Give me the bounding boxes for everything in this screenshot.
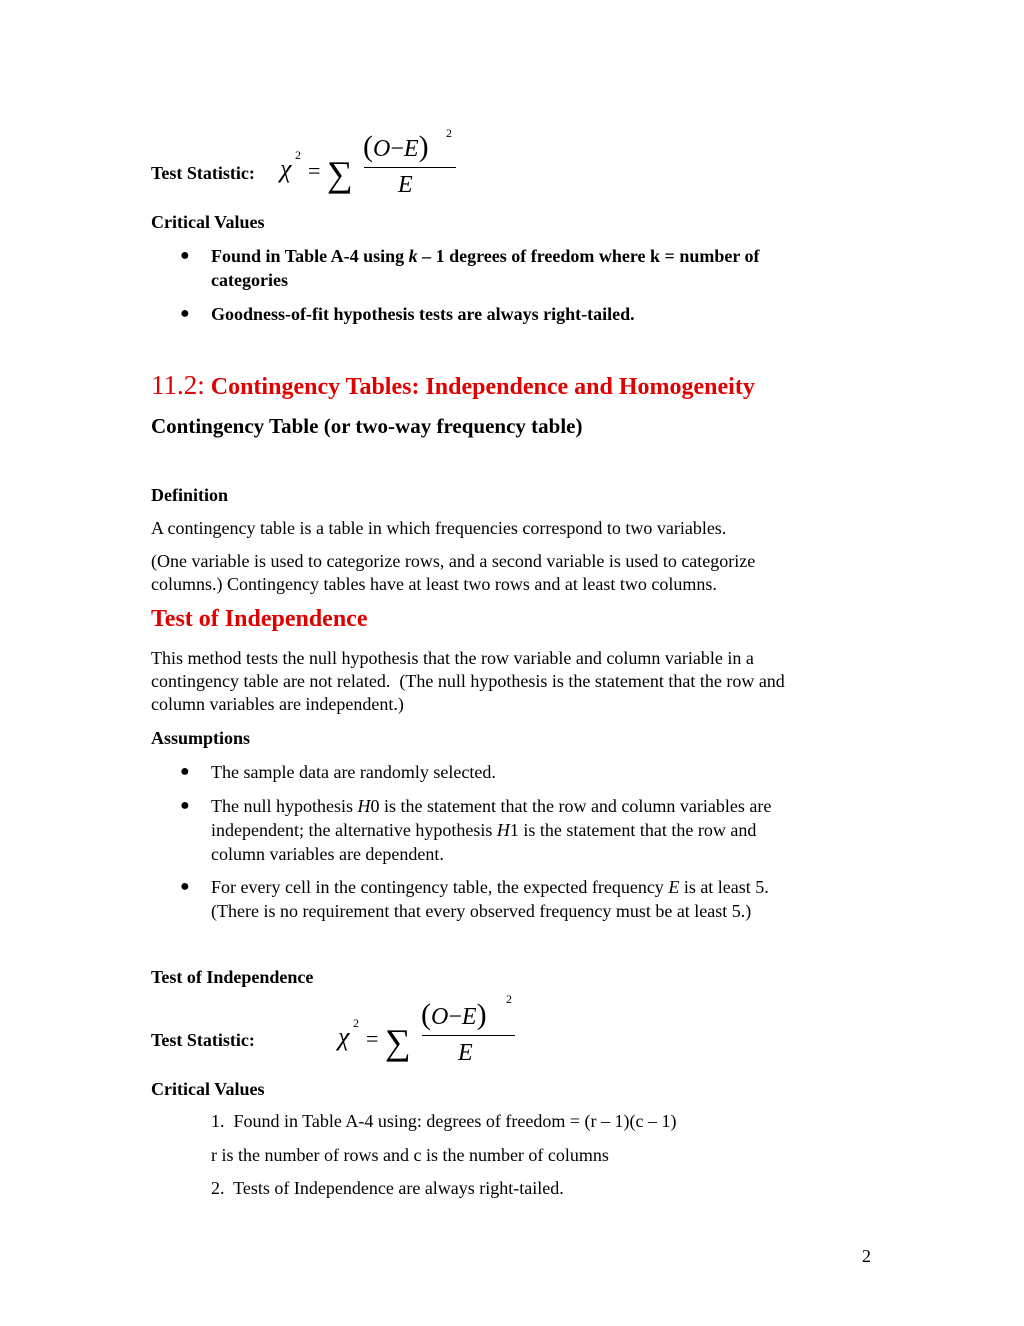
sum-symbol: ∑ [385, 1022, 411, 1062]
bullet-text: Found in Table A-4 using [211, 246, 409, 266]
formula-denominator: E [458, 1040, 473, 1066]
chi-symbol: χ [280, 154, 292, 183]
gof-bullet-1-line-1 [211, 245, 760, 268]
h-variable: H [496, 820, 510, 840]
definition-line-3: columns.) Contingency tables have at least two rows and at least two columns. [151, 574, 717, 594]
numerator-minus: − [448, 1004, 462, 1030]
bullet-marker: ● [180, 878, 190, 895]
numerator-o: O [373, 136, 391, 162]
gof-chi-square-formula [280, 126, 470, 206]
fraction-bar [364, 167, 456, 168]
k-variable: k [408, 246, 418, 266]
formula-denominator: E [398, 172, 413, 198]
numerator-e: E [461, 1004, 477, 1030]
section-title: Contingency Tables: Independence and Homogeneity [204, 374, 755, 400]
e-variable: E [668, 877, 680, 897]
sum-symbol: ∑ [327, 154, 353, 194]
gof-critical-values-heading: Critical Values [151, 212, 265, 232]
independence-chi-square-formula [338, 992, 528, 1072]
gof-bullet-1-line-2: categories [211, 270, 288, 290]
equals-sign: = [366, 1026, 379, 1051]
assumption-2-line-1 [211, 795, 771, 818]
numerator-power: 2 [446, 126, 452, 140]
numerator-e: E [403, 136, 419, 162]
section-number: 11.2: [151, 370, 205, 400]
assumption-text: is at least 5. [679, 877, 769, 897]
independence-critical-values-heading: Critical Values [151, 1079, 265, 1099]
numerator-minus: − [390, 136, 404, 162]
formula-numerator: (O−E) [421, 998, 487, 1031]
independence-subheading: Test of Independence [151, 967, 314, 987]
h-variable: H [357, 796, 371, 816]
equals-sign: = [308, 158, 321, 183]
bullet-marker: ● [180, 797, 190, 814]
bullet-marker: ● [180, 305, 190, 322]
chi-power: 2 [295, 148, 301, 162]
assumption-2-line-2 [211, 819, 756, 842]
assumption-3-line-1 [211, 876, 769, 899]
chi-power: 2 [353, 1016, 359, 1030]
definition-heading: Definition [151, 485, 229, 505]
fraction-bar [422, 1035, 515, 1036]
chi-symbol: χ [338, 1022, 350, 1051]
definition-line-2: (One variable is used to categorize rows, and a second variable is used to categorize [151, 551, 756, 571]
critical-value-2: 2. Tests of Independence are always right-tailed. [211, 1178, 564, 1198]
independence-para-line-3: column variables are independent.) [151, 694, 404, 714]
assumption-text: independent; the alternative hypothesis [211, 820, 497, 840]
numerator-power: 2 [506, 992, 512, 1006]
numerator-o: O [431, 1004, 449, 1030]
section-heading [151, 370, 755, 401]
definition-line-1: A contingency table is a table in which frequencies correspond to two variables. [151, 518, 727, 538]
gof-test-statistic-label: Test Statistic: [151, 163, 255, 183]
assumption-text: 1 is the statement that the row and [509, 820, 757, 840]
assumption-text: The null hypothesis [211, 796, 358, 816]
gof-bullet-2: Goodness-of-fit hypothesis tests are always right-tailed. [211, 304, 635, 324]
bullet-marker: ● [180, 247, 190, 264]
assumption-2-line-3: column variables are dependent. [211, 844, 444, 864]
assumptions-heading: Assumptions [151, 728, 251, 748]
page-number: 2 [862, 1246, 871, 1266]
section-subtitle: Contingency Table (or two-way frequency table) [151, 414, 583, 438]
independence-heading: Test of Independence [151, 606, 368, 632]
independence-test-statistic-label: Test Statistic: [151, 1030, 255, 1050]
bullet-marker: ● [180, 763, 190, 780]
assumption-text: For every cell in the contingency table, the expected frequency [211, 877, 669, 897]
critical-value-1: 1. Found in Table A-4 using: degrees of freedom = (r – 1)(c – 1) [211, 1111, 677, 1131]
assumption-text: 0 is the statement that the row and column variables are [370, 796, 772, 816]
critical-value-note: r is the number of rows and c is the number of columns [211, 1145, 609, 1165]
assumption-1: The sample data are randomly selected. [211, 762, 496, 782]
assumption-3-line-2: (There is no requirement that every observed frequency must be at least 5.) [211, 901, 752, 921]
independence-para-line-1: This method tests the null hypothesis that the row variable and column variable in a [151, 648, 754, 668]
formula-numerator: (O−E) [363, 130, 429, 163]
independence-para-line-2: contingency table are not related. (The null hypothesis is the statement that the row and [151, 671, 785, 691]
bullet-text: – 1 degrees of freedom where k = number of [417, 246, 760, 266]
